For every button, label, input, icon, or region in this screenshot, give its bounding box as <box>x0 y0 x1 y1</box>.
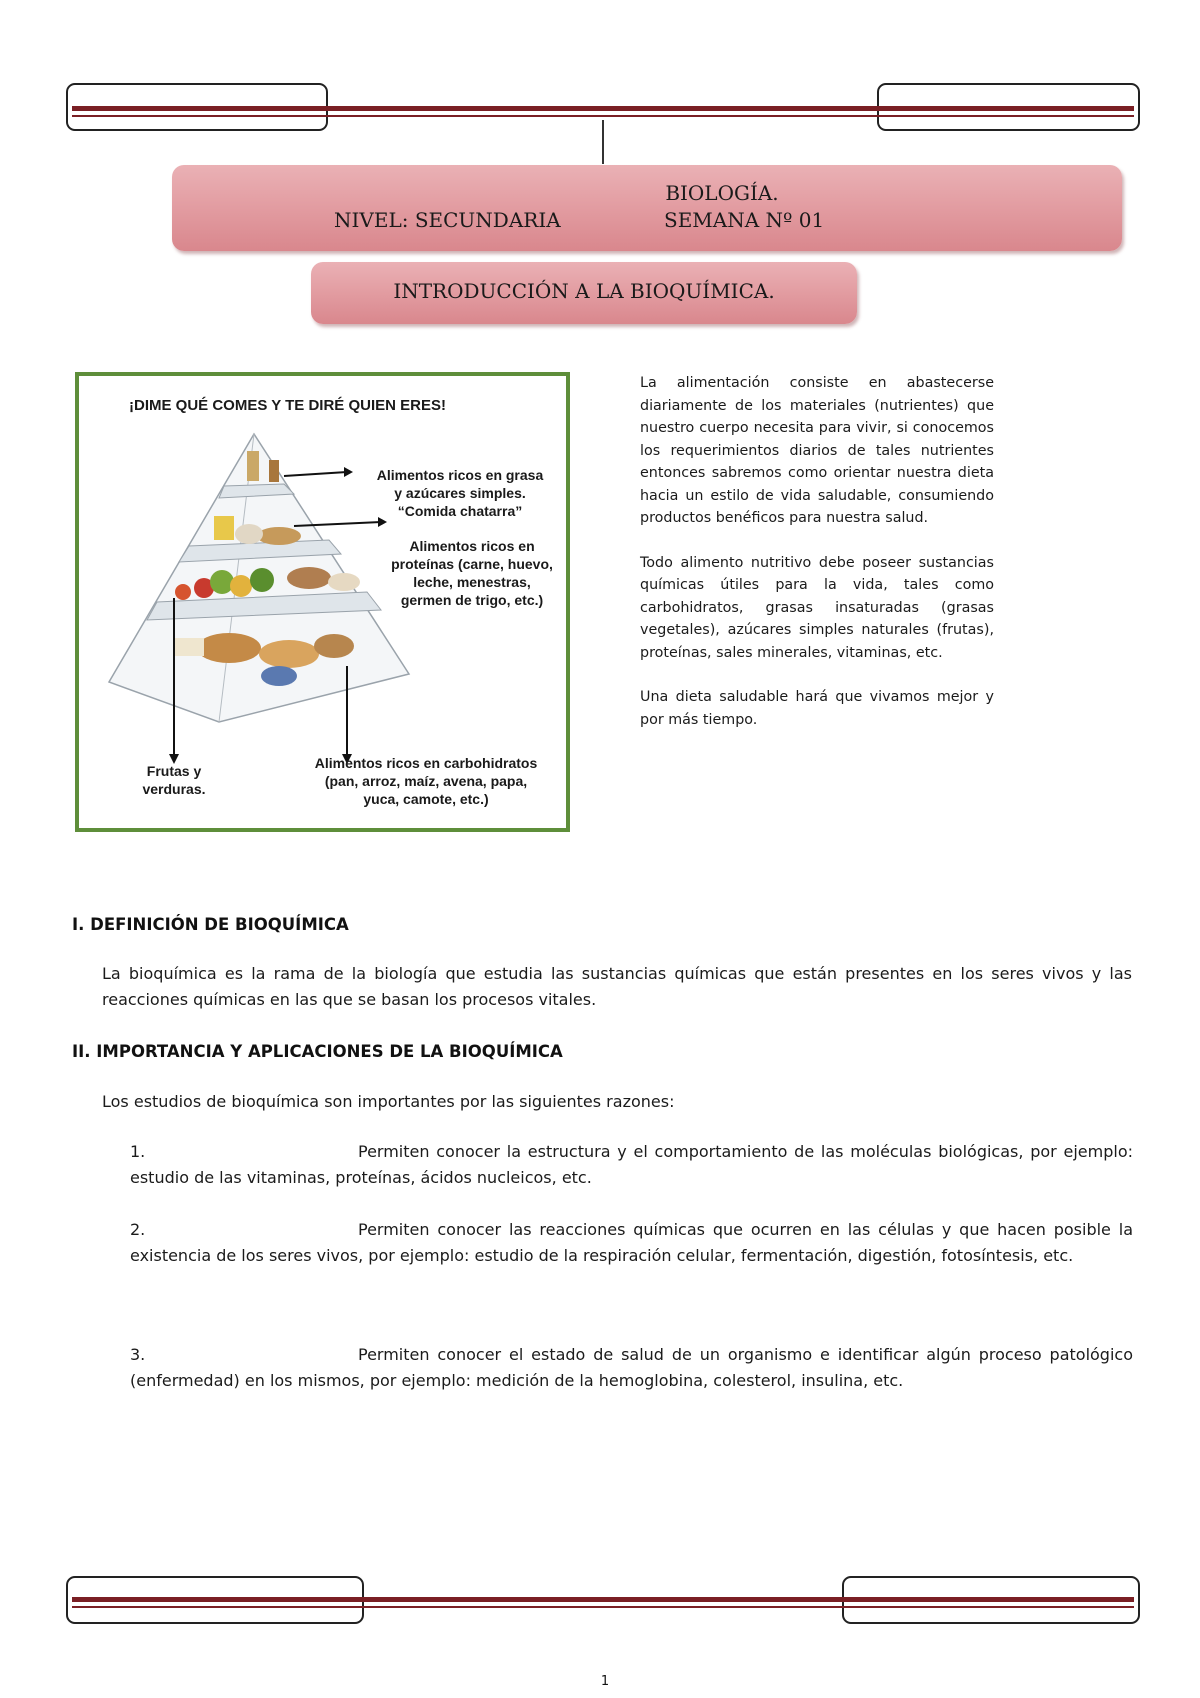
header-rule-thin <box>72 115 1134 117</box>
section2-heading: II. IMPORTANCIA Y APLICACIONES DE LA BIOQUÍMICA <box>72 1042 563 1061</box>
intro-paragraph-2: Todo alimento nutritivo debe poseer sustancias químicas útiles para la vida, tales como carbohidratos, grasas insaturadas (grasas vegetales), azúcares simples naturales (frutas), proteínas, sales minerales, vitaminas, etc. <box>640 554 994 661</box>
list-item <box>130 1217 1133 1269</box>
title-banner <box>172 165 1122 251</box>
label-fruits-line1: Frutas y <box>146 763 202 779</box>
label-carbs <box>301 754 551 808</box>
level-label: NIVEL: SECUNDARIA <box>334 208 561 232</box>
label-fruits <box>129 762 219 798</box>
topic-banner <box>311 262 857 324</box>
footer-rule <box>72 1597 1134 1602</box>
label-fats-line1: Alimentos ricos en grasa <box>376 467 544 483</box>
list-item <box>130 1139 1133 1191</box>
label-proteins-line2: proteínas (carne, huevo, <box>391 556 553 572</box>
subject-title: BIOLOGÍA. <box>665 181 779 205</box>
page-number: 1 <box>600 1674 610 1689</box>
list-item-text: Permiten conocer la estructura y el comportamiento de las moléculas biológicas, por ejemplo: estudio de las vitaminas, proteínas, ácidos nucleicos, etc. <box>130 1142 1133 1187</box>
section1-text: La bioquímica es la rama de la biología que estudia las sustancias químicas que están presentes en los seres vivos y las reacciones químicas en las que se basan los procesos vitales. <box>102 964 1132 1009</box>
image-title: ¡DIME QUÉ COMES Y TE DIRÉ QUIEN ERES! <box>129 397 446 414</box>
label-carbs-line1: Alimentos ricos en carbohidratos <box>314 755 538 771</box>
header-connector <box>602 120 604 164</box>
intro-paragraph-3: Una dieta saludable hará que vivamos mejor y por más tiempo. <box>640 689 994 728</box>
label-carbs-line3: yuca, camote, etc.) <box>363 791 489 807</box>
topic-title: INTRODUCCIÓN A LA BIOQUÍMICA. <box>393 279 775 303</box>
label-proteins-line1: Alimentos ricos en <box>409 538 535 554</box>
label-proteins-line4: germen de trigo, etc.) <box>400 592 544 608</box>
label-fats <box>365 466 555 520</box>
list-item-number: 2. <box>130 1220 146 1239</box>
label-fats-line3: “Comida chatarra” <box>397 503 523 519</box>
label-fats-line2: y azúcares simples. <box>394 485 526 501</box>
food-pyramid-image <box>75 372 570 832</box>
list-item-text: Permiten conocer el estado de salud de un organismo e identificar algún proceso patológico (enfermedad) en los mismos, por ejemplo: medición de la hemoglobina, colesterol, insulina, etc. <box>130 1345 1133 1390</box>
section1-heading: I. DEFINICIÓN DE BIOQUÍMICA <box>72 915 349 934</box>
intro-text <box>640 372 994 753</box>
label-fruits-line2: verduras. <box>142 781 206 797</box>
intro-paragraph-1: La alimentación consiste en abastecerse diariamente de los materiales (nutrientes) que nuestro cuerpo necesita para vivir, si conocemos los requerimientos diarios de tales nutrientes entonces sabremos como orientar nuestra dieta hacia un estilo de vida saludable, consumiendo productos benéficos para nuestra salud. <box>640 375 994 526</box>
list-item-text: Permiten conocer las reacciones químicas que ocurren en las células y que hacen posible la existencia de los seres vivos, por ejemplo: estudio de la respiración celular, fermentación, digestión, fotosíntesis, etc. <box>130 1220 1133 1265</box>
list-item-number: 3. <box>130 1345 146 1364</box>
footer-rule-thin <box>72 1606 1134 1608</box>
header-rule <box>72 106 1134 111</box>
list-item <box>130 1342 1133 1394</box>
week-label: SEMANA Nº 01 <box>664 208 825 232</box>
section2-intro: Los estudios de bioquímica son importantes por las siguientes razones: <box>102 1092 675 1111</box>
label-carbs-line2: (pan, arroz, maíz, avena, papa, <box>324 773 528 789</box>
label-proteins-line3: leche, menestras, <box>413 574 531 590</box>
label-proteins <box>377 537 567 609</box>
list-item-number: 1. <box>130 1142 146 1161</box>
